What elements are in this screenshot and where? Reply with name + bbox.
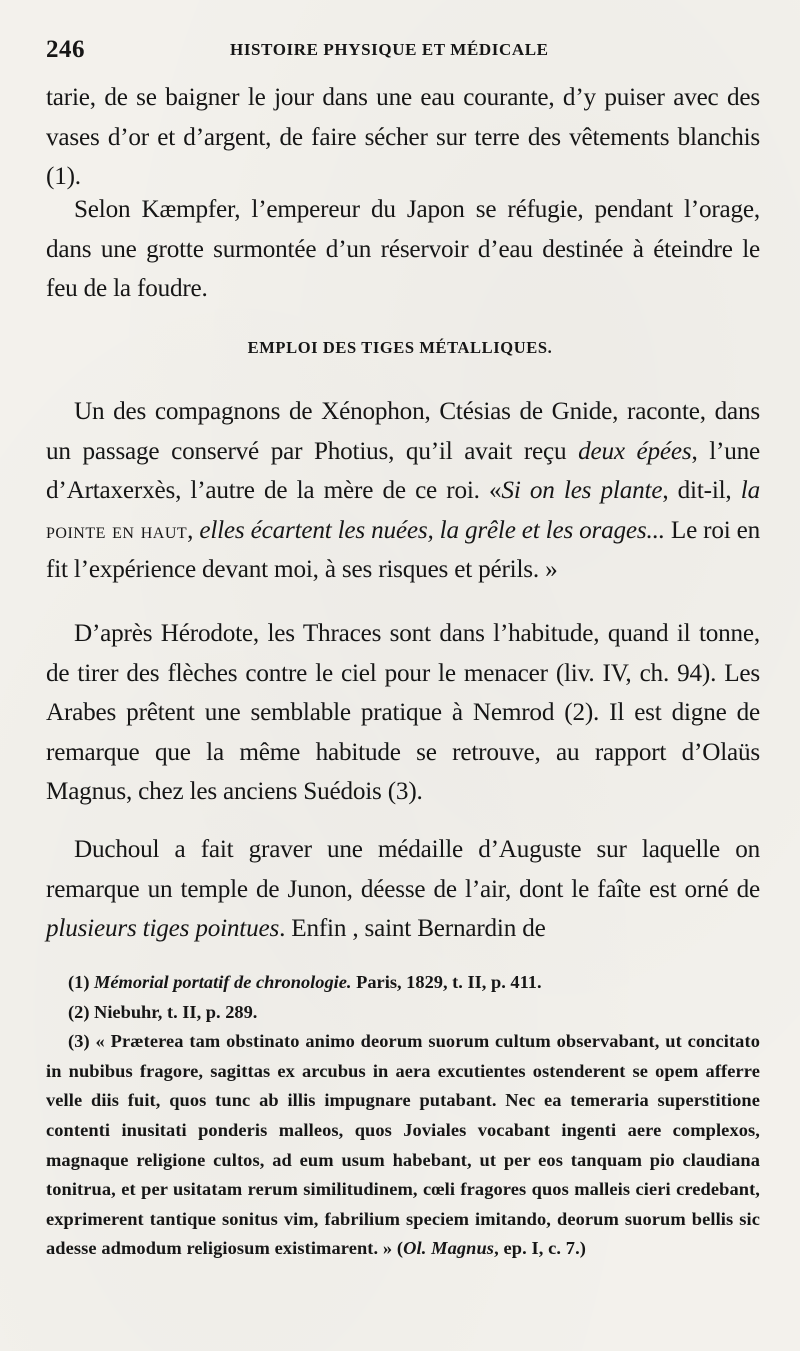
paragraph-2 [46,190,760,309]
paragraph-3-part-a: Un des compagnons de Xénophon, Ctésias de Gnide, raconte, dans un passage conservé par Photius, qu’il avait reçu [46,398,760,465]
paragraph-1-text: tarie, de se baigner le jour dans une eau courante, d’y puiser avec des vases d’or et d’argent, de faire sécher sur terre des vêtements blanchis (1). [46,84,760,191]
paragraph-3-part-e: , dit-il, [662,477,741,505]
paragraph-3-smallcaps: pointe en haut [46,517,188,543]
footnote-3 [46,1027,760,1264]
paragraph-3-part-i: , [187,516,200,544]
footnotes [46,968,760,1264]
paragraph-3-italic-nuees: elles écartent les nuées, la grêle et les orages... [199,516,665,544]
footnote-3-end: , ep. I, c. 7.) [494,1238,586,1259]
paragraph-3-italic-la: la [740,477,760,505]
paragraph-3 [46,392,760,590]
running-title: HISTOIRE PHYSIQUE ET MÉDICALE [230,40,549,59]
footnote-3-italic: Ol. Magnus [403,1238,495,1259]
paragraph-4-text: D’après Hérodote, les Thraces sont dans l’habitude, quand il tonne, de tirer des flèches contre le ciel pour le menacer (liv. IV, ch. 94). Les Arabes prêtent une semblable pratique à Nemrod (2). Il est digne de remarque que la même habitude se retrouve, au rapport d’Olaüs Magnus, chez les anciens Suédois (3). [46,620,760,806]
footnote-1 [46,968,760,998]
paragraph-3-italic-plante: Si on les plante [501,477,663,505]
paragraph-1 [46,78,760,197]
footnote-1-rest: Paris, 1829, t. II, p. 411. [351,972,542,992]
paragraph-5-italic: plusieurs tiges pointues [46,915,280,943]
paragraph-3-text [46,392,760,590]
paragraph-3-part-k: Le roi en fit l’expérience devant moi, à ses risques et périls. » [46,516,761,584]
paragraph-5-part-a: Duchoul a fait graver une médaille d’Auguste sur laquelle on remarque un temple de Junon, déesse de l’air, dont le faîte est orné de [46,836,760,903]
footnote-2: (2) Niebuhr, t. II, p. 289. [68,1001,258,1022]
paragraph-5 [46,830,760,949]
paragraph-2-text: Selon Kæmpfer, l’empereur du Japon se réfugie, pendant l’orage, dans une grotte surmontée d’un réservoir d’eau destinée à éteindre le feu de la foudre. [46,196,760,303]
footnote-3-text: (3) « Præterea tam obstinato animo deorum suorum cultum observabant, ut concitato in nubibus fragore, sagittas ex arcubus in aera excutientes ostenderent se opem afferre velle diis fuit, quos tunc ab illis impugnare putabant. Nec ea temeraria superstitione contenti inusitati ponderis malleos, quos Joviales vocabant ingenti aere complexos, magnaque religione cultos, ad eum usum habebant, ut per eos tanquam pio claudiana tonitrua, et per usitatam rerum similitudinem, cœli fragores quos malleis cieri credebant, exprimerent tantique sonitus vim, fabrilium speciem imitando, deorum suorum bellis sic adesse admodum religiosum existimarent. » ( [46,1031,760,1259]
paragraph-3-part-c: , l’une d’Artaxerxès, l’autre de la mère de ce roi. « [46,437,760,505]
paragraph-5-text [46,830,760,949]
running-head [46,36,760,66]
page-number: 246 [46,36,85,63]
paragraph-3-italic-epees: deux épées [578,437,692,465]
section-heading: EMPLOI DES TIGES MÉTALLIQUES. [247,338,553,357]
paragraph-4 [46,614,760,812]
paragraph-5-part-c: . Enfin , saint Bernardin de [279,915,546,943]
footnote-1-number: (1) [68,972,95,992]
footnote-1-italic: Mémorial portatif de chronologie. [94,972,352,992]
